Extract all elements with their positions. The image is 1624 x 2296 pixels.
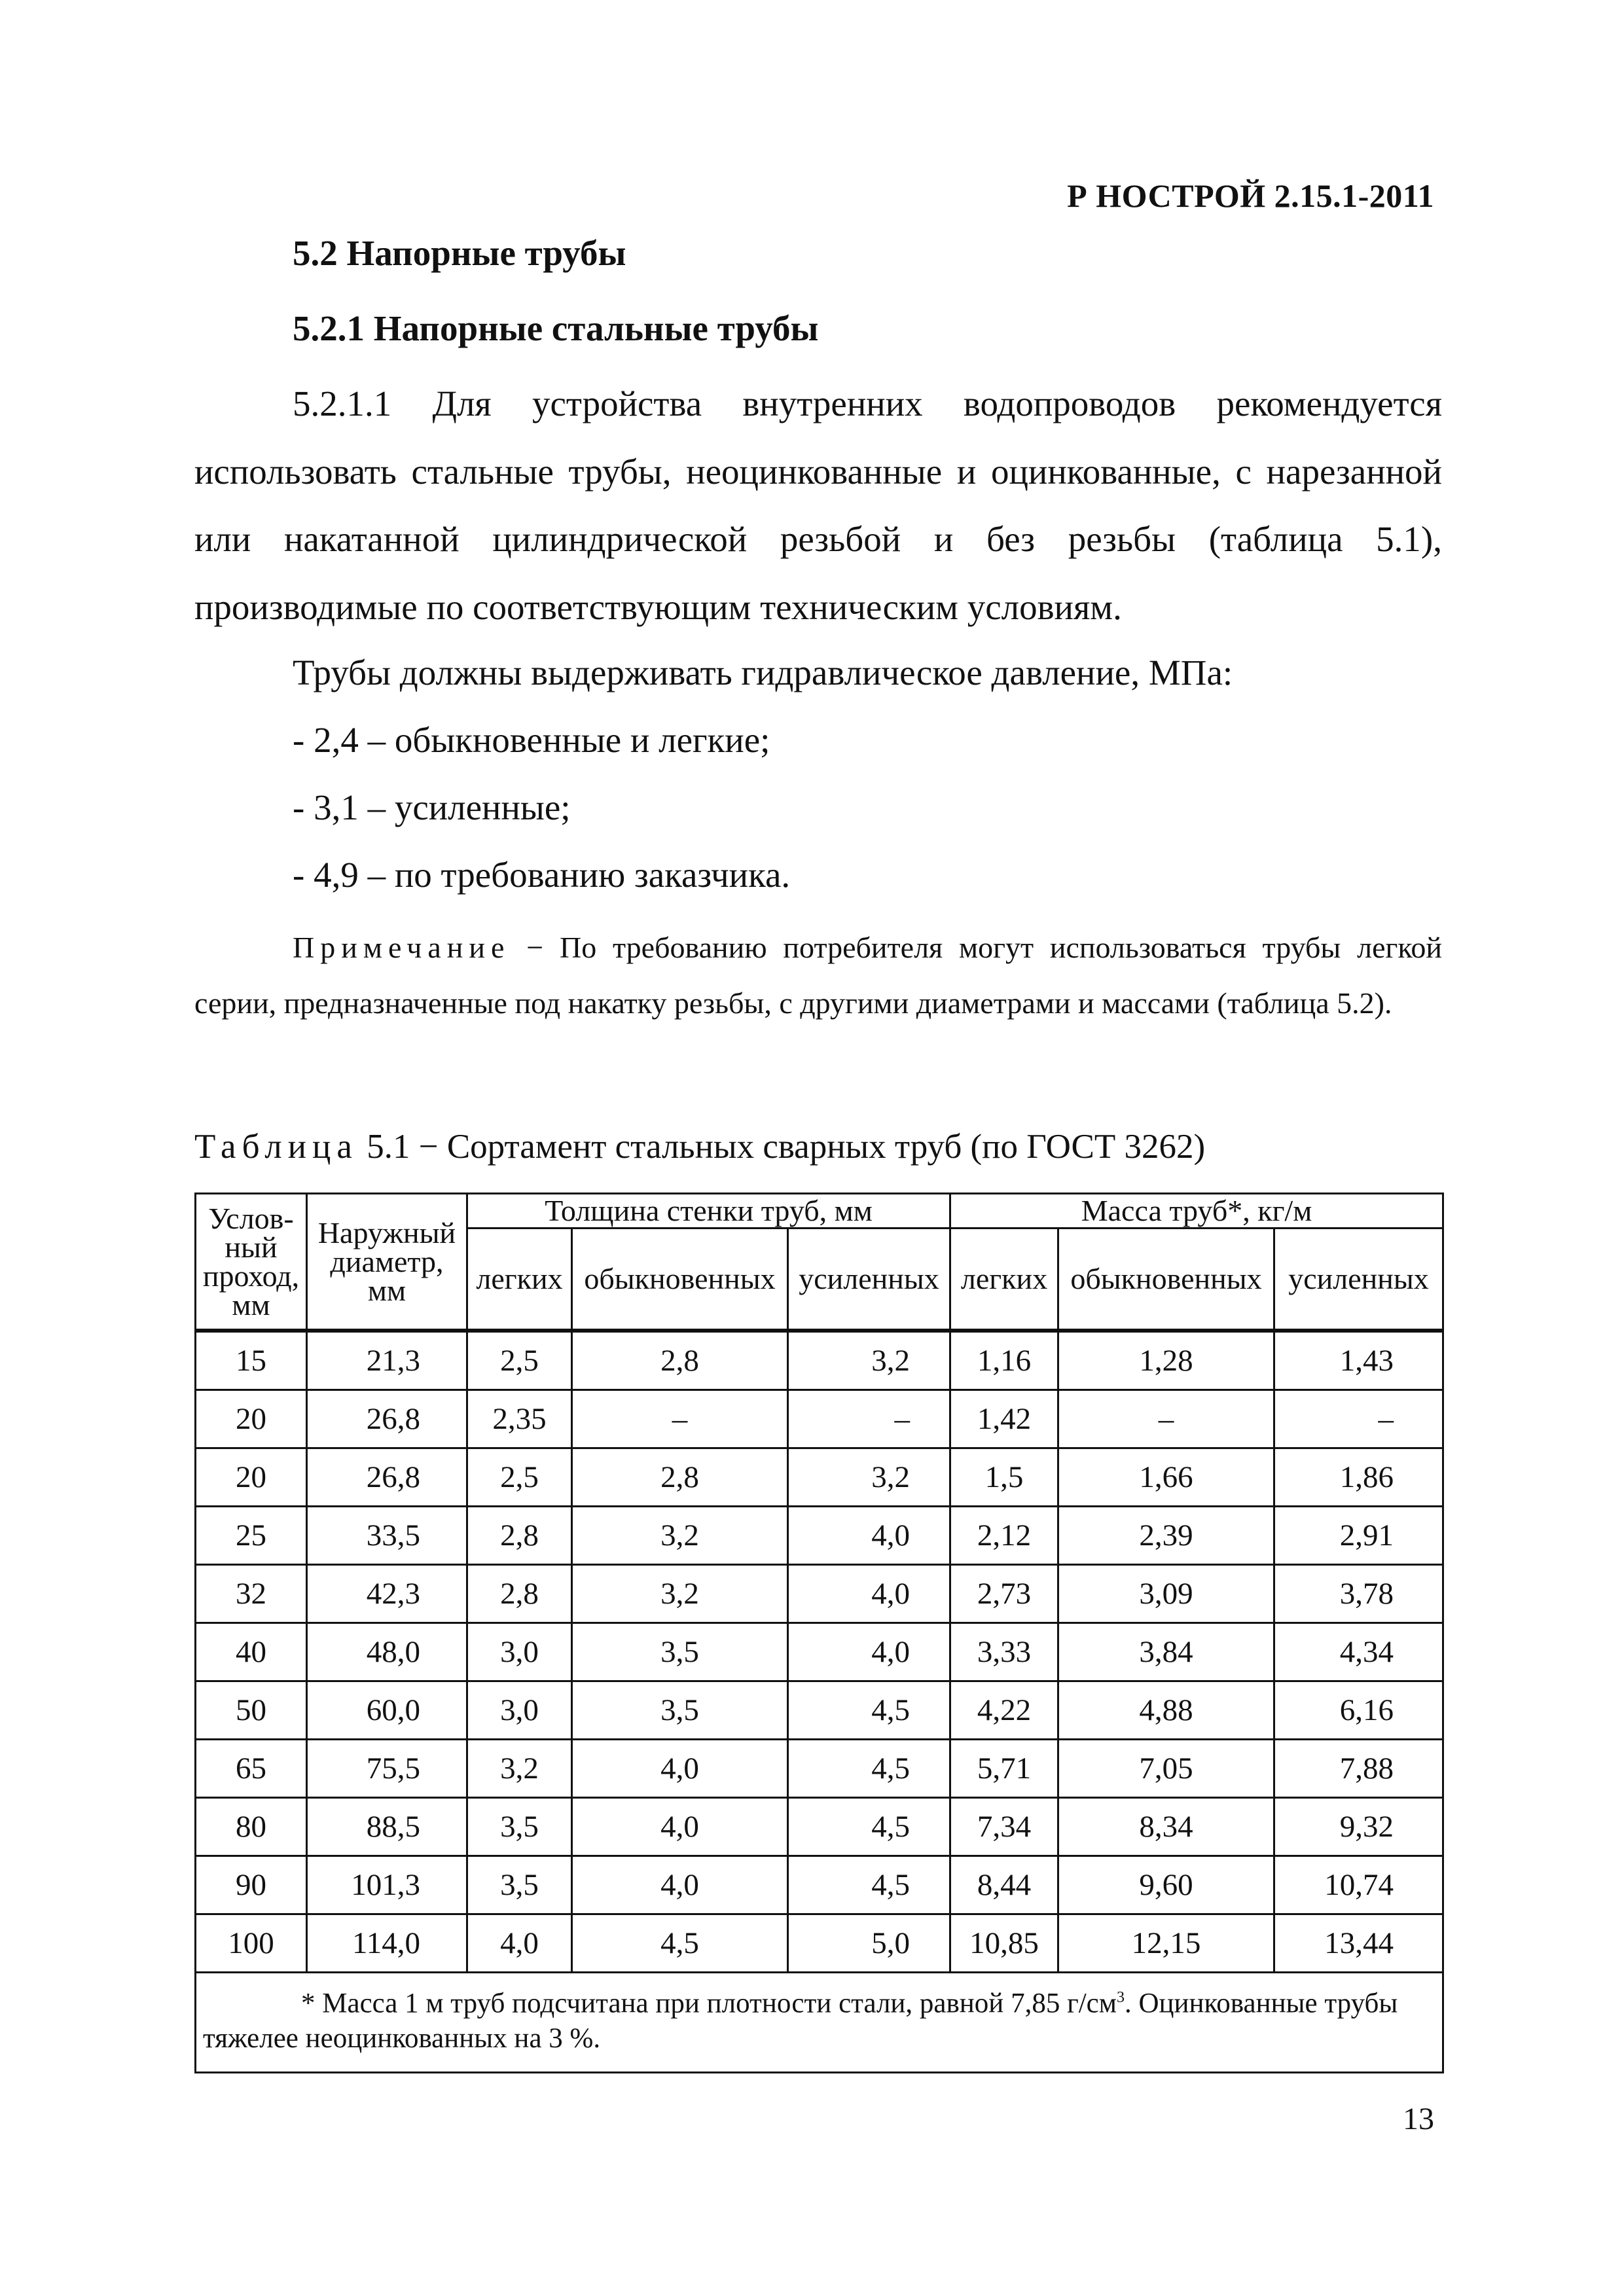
header-wall-thickness: Толщина стенки труб, мм	[467, 1194, 950, 1229]
table-row	[196, 1565, 1443, 1623]
table-row	[196, 1798, 1443, 1856]
cell-thickness-light: 3,0	[467, 1623, 572, 1681]
cell-mass-reinforced: 7,88	[1274, 1740, 1443, 1798]
cell-thickness-ordinary: 2,8	[572, 1331, 788, 1390]
table-row	[196, 1914, 1443, 1973]
header-nominal-bore: Услов-ный проход, мм	[196, 1194, 307, 1331]
cell-thickness-ordinary: 3,2	[572, 1507, 788, 1565]
cell-nominal-bore: 20	[196, 1390, 307, 1448]
section-heading-5-2: 5.2 Напорные трубы	[293, 233, 626, 273]
cell-thickness-reinforced: 4,5	[788, 1681, 950, 1740]
cell-nominal-bore: 80	[196, 1798, 307, 1856]
cell-nominal-bore: 32	[196, 1565, 307, 1623]
cell-mass-light: 5,71	[950, 1740, 1058, 1798]
cell-outer-diameter: 21,3	[307, 1331, 467, 1390]
cell-nominal-bore: 90	[196, 1856, 307, 1914]
list-item: - 4,9 – по требованию заказчика.	[293, 855, 791, 895]
cell-mass-light: 7,34	[950, 1798, 1058, 1856]
cell-thickness-reinforced: 4,5	[788, 1856, 950, 1914]
cell-mass-ordinary: 12,15	[1058, 1914, 1274, 1973]
cell-outer-diameter: 26,8	[307, 1448, 467, 1507]
note	[194, 920, 1442, 1031]
cell-mass-ordinary: 3,84	[1058, 1623, 1274, 1681]
cell-nominal-bore: 100	[196, 1914, 307, 1973]
cell-nominal-bore: 65	[196, 1740, 307, 1798]
cell-mass-reinforced: 1,43	[1274, 1331, 1443, 1390]
cell-mass-reinforced: 3,78	[1274, 1565, 1443, 1623]
cell-thickness-ordinary: 3,2	[572, 1565, 788, 1623]
table-row	[196, 1331, 1443, 1390]
table-footnote	[196, 1973, 1443, 2073]
cell-mass-ordinary: –	[1058, 1390, 1274, 1448]
cell-thickness-reinforced: 4,0	[788, 1623, 950, 1681]
list-item: - 3,1 – усиленные;	[293, 787, 571, 827]
table-row	[196, 1856, 1443, 1914]
document-code: Р НОСТРОЙ 2.15.1-2011	[1067, 177, 1434, 214]
cell-nominal-bore: 20	[196, 1448, 307, 1507]
cell-thickness-reinforced: 4,0	[788, 1507, 950, 1565]
cell-nominal-bore: 15	[196, 1331, 307, 1390]
header-mass-reinforced: усиленных	[1274, 1229, 1443, 1331]
table-row	[196, 1740, 1443, 1798]
header-thickness-light: легких	[467, 1229, 572, 1331]
cell-thickness-ordinary: 4,5	[572, 1914, 788, 1973]
table-caption	[194, 1127, 1205, 1166]
cell-mass-ordinary: 1,28	[1058, 1331, 1274, 1390]
cell-thickness-reinforced: 5,0	[788, 1914, 950, 1973]
table-caption-label: Таблица	[194, 1128, 358, 1166]
cell-nominal-bore: 25	[196, 1507, 307, 1565]
cell-mass-light: 1,42	[950, 1390, 1058, 1448]
cell-mass-reinforced: 1,86	[1274, 1448, 1443, 1507]
cell-mass-light: 10,85	[950, 1914, 1058, 1973]
cell-outer-diameter: 75,5	[307, 1740, 467, 1798]
cell-mass-light: 1,16	[950, 1331, 1058, 1390]
cell-mass-light: 3,33	[950, 1623, 1058, 1681]
cell-mass-light: 4,22	[950, 1681, 1058, 1740]
cell-mass-ordinary: 7,05	[1058, 1740, 1274, 1798]
header-thickness-reinforced: усиленных	[788, 1229, 950, 1331]
list-item: - 2,4 – обыкновенные и легкие;	[293, 720, 770, 760]
cell-thickness-reinforced: 3,2	[788, 1448, 950, 1507]
cell-thickness-ordinary: 4,0	[572, 1740, 788, 1798]
cell-mass-reinforced: 10,74	[1274, 1856, 1443, 1914]
footnote-part-b: . Оцинкованные трубы тяжелее неоцинкованных на 3 %.	[203, 1988, 1398, 2054]
cell-mass-ordinary: 3,09	[1058, 1565, 1274, 1623]
cell-mass-ordinary: 9,60	[1058, 1856, 1274, 1914]
paragraph-pressure: Трубы должны выдерживать гидравлическое давление, МПа:	[293, 653, 1233, 692]
header-thickness-ordinary: обыкновенных	[572, 1229, 788, 1331]
section-heading-5-2-1: 5.2.1 Напорные стальные трубы	[293, 308, 819, 348]
cell-thickness-light: 2,5	[467, 1331, 572, 1390]
cell-mass-reinforced: 4,34	[1274, 1623, 1443, 1681]
cell-outer-diameter: 26,8	[307, 1390, 467, 1448]
cell-outer-diameter: 114,0	[307, 1914, 467, 1973]
cell-thickness-reinforced: 4,5	[788, 1798, 950, 1856]
cell-mass-reinforced: 2,91	[1274, 1507, 1443, 1565]
cell-thickness-light: 2,8	[467, 1565, 572, 1623]
header-outer-diameter: Наружный диаметр, мм	[307, 1194, 467, 1331]
table-row	[196, 1448, 1443, 1507]
cell-thickness-reinforced: 4,0	[788, 1565, 950, 1623]
cell-mass-reinforced: 6,16	[1274, 1681, 1443, 1740]
cell-mass-ordinary: 1,66	[1058, 1448, 1274, 1507]
cell-thickness-ordinary: 3,5	[572, 1681, 788, 1740]
cell-outer-diameter: 48,0	[307, 1623, 467, 1681]
cell-nominal-bore: 40	[196, 1623, 307, 1681]
paragraph-5-2-1-1: 5.2.1.1 Для устройства внутренних водопроводов рекомендуется использовать стальные трубы, неоцинкованные и оцинкованные, с нарезанной или накатанной цилиндрической резьбой и без резьбы (таблица 5.1), производимые по соответствующим техническим условиям.	[194, 384, 1442, 627]
header-mass: Масса труб*, кг/м	[950, 1194, 1443, 1229]
cell-thickness-light: 4,0	[467, 1914, 572, 1973]
cell-mass-ordinary: 4,88	[1058, 1681, 1274, 1740]
cell-thickness-light: 3,2	[467, 1740, 572, 1798]
cell-thickness-ordinary: 4,0	[572, 1856, 788, 1914]
header-mass-light: легких	[950, 1229, 1058, 1331]
cell-thickness-light: 2,5	[467, 1448, 572, 1507]
header-mass-ordinary: обыкновенных	[1058, 1229, 1274, 1331]
cell-outer-diameter: 60,0	[307, 1681, 467, 1740]
cell-thickness-reinforced: 4,5	[788, 1740, 950, 1798]
cell-mass-reinforced: 9,32	[1274, 1798, 1443, 1856]
cell-outer-diameter: 101,3	[307, 1856, 467, 1914]
cell-mass-light: 2,73	[950, 1565, 1058, 1623]
table-row	[196, 1507, 1443, 1565]
cell-mass-light: 8,44	[950, 1856, 1058, 1914]
cell-thickness-ordinary: 2,8	[572, 1448, 788, 1507]
cell-thickness-light: 3,5	[467, 1798, 572, 1856]
cell-thickness-light: 2,8	[467, 1507, 572, 1565]
cell-mass-ordinary: 8,34	[1058, 1798, 1274, 1856]
cell-outer-diameter: 42,3	[307, 1565, 467, 1623]
table-row	[196, 1390, 1443, 1448]
cell-thickness-light: 3,5	[467, 1856, 572, 1914]
note-text: − По требованию потребителя могут использоваться трубы легкой серии, предназначенные под накатку резьбы, с другими диаметрами и массами (таблица 5.2).	[194, 931, 1442, 1020]
cell-thickness-ordinary: –	[572, 1390, 788, 1448]
cell-mass-light: 1,5	[950, 1448, 1058, 1507]
table-caption-text: 5.1 − Сортамент стальных сварных труб (по ГОСТ 3262)	[357, 1128, 1206, 1166]
table-row	[196, 1623, 1443, 1681]
cell-thickness-light: 3,0	[467, 1681, 572, 1740]
cell-mass-reinforced: 13,44	[1274, 1914, 1443, 1973]
cell-mass-light: 2,12	[950, 1507, 1058, 1565]
table-row	[196, 1681, 1443, 1740]
cell-thickness-light: 2,35	[467, 1390, 572, 1448]
cell-thickness-ordinary: 3,5	[572, 1623, 788, 1681]
footnote-superscript: 3	[1116, 1989, 1125, 2006]
note-label: Примечание	[293, 931, 511, 964]
cell-outer-diameter: 88,5	[307, 1798, 467, 1856]
footnote-part-a: * Масса 1 м труб подсчитана при плотности стали, равной 7,85 г/см	[301, 1988, 1117, 2019]
cell-thickness-reinforced: 3,2	[788, 1331, 950, 1390]
page-number: 13	[1403, 2102, 1434, 2136]
cell-thickness-ordinary: 4,0	[572, 1798, 788, 1856]
cell-mass-reinforced: –	[1274, 1390, 1443, 1448]
cell-outer-diameter: 33,5	[307, 1507, 467, 1565]
cell-nominal-bore: 50	[196, 1681, 307, 1740]
cell-mass-ordinary: 2,39	[1058, 1507, 1274, 1565]
cell-thickness-reinforced: –	[788, 1390, 950, 1448]
pipe-assortment-table	[194, 1193, 1442, 2073]
